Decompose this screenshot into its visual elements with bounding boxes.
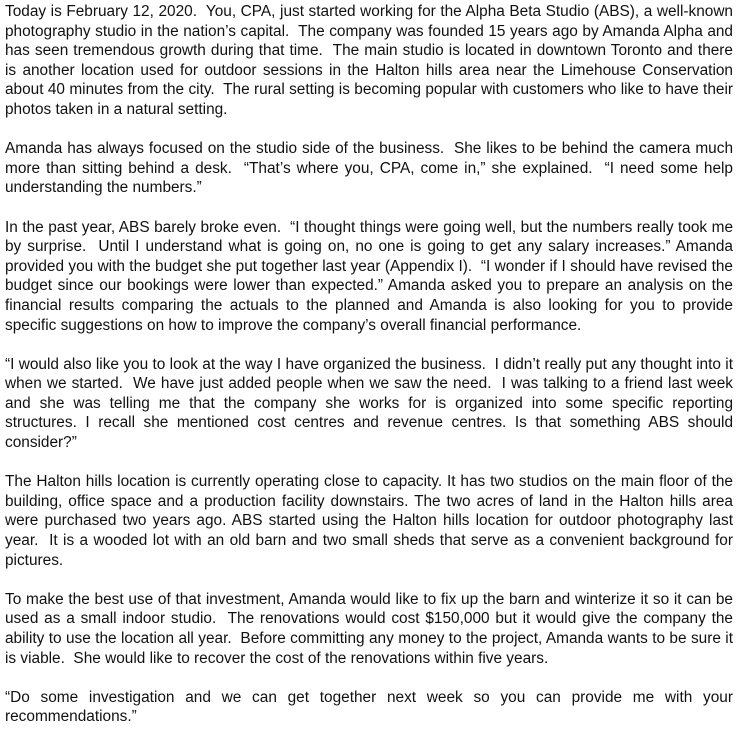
document-body xyxy=(5,2,738,727)
paragraph-halton-hills: The Halton hills location is currently operating close to capacity. It has two studios on the main floor of the building, office space and a production facility downstairs. The two acres of land in the Halton hills area were purchased two years ago. ABS started using the Halton hills location for outdoor photography last year. It is a wooded lot with an old barn and two small sheds that serve as a convenient background for pictures. xyxy=(5,473,738,569)
paragraph-financial-results: In the past year, ABS barely broke even. “I thought things were going well, but the numbers really took me by surprise. Until I understand what is going on, no one is going to get any salary increases.” Amanda provided you with the budget she put together last year (Appendix I). “I wonder if I should have revised the budget since our bookings were lower than expected.” Amanda asked you to prepare an analysis on the financial results comparing the actuals to the planned and Amanda is also looking for you to provide specific suggestions on how to improve the company’s overall financial performance. xyxy=(5,218,738,334)
paragraph-renovation: To make the best use of that investment, Amanda would like to fix up the barn and winterize it so it can be used as a small indoor studio. The renovations would cost $150,000 but it would give the company the ability to use the location all year. Before committing any money to the project, Amanda wants to be sure it is viable. She would like to recover the cost of the renovations within five years. xyxy=(5,590,738,667)
paragraph-amanda-focus: Amanda has always focused on the studio side of the business. She likes to be behind the camera much more than sitting behind a desk. “That’s where you, CPA, come in,” she explained. “I need some help understanding the numbers.” xyxy=(5,140,738,197)
paragraph-intro: Today is February 12, 2020. You, CPA, just started working for the Alpha Beta Studio (ABS), a well-known photography studio in the nation’s capital. The company was founded 15 years ago by Amanda Alpha and has seen tremendous growth during that time. The main studio is located in downtown Toronto and there is another location used for outdoor sessions in the Halton hills area near the Limehouse Conservation about 40 minutes from the city. The rural setting is becoming popular with customers who like to have their photos taken in a natural setting. xyxy=(5,3,738,118)
paragraph-organization: “I would also like you to look at the way I have organized the business. I didn’t really put any thought into it when we started. We have just added people when we saw the need. I was talking to a friend last week and she was telling me that the company she works for is organized into some specific reporting structures. I recall she mentioned cost centres and revenue centres. Is that something ABS should consider?” xyxy=(5,355,738,452)
paragraph-closing-quote: “Do some investigation and we can get together next week so you can provide me with your recommendations.” xyxy=(5,688,738,726)
